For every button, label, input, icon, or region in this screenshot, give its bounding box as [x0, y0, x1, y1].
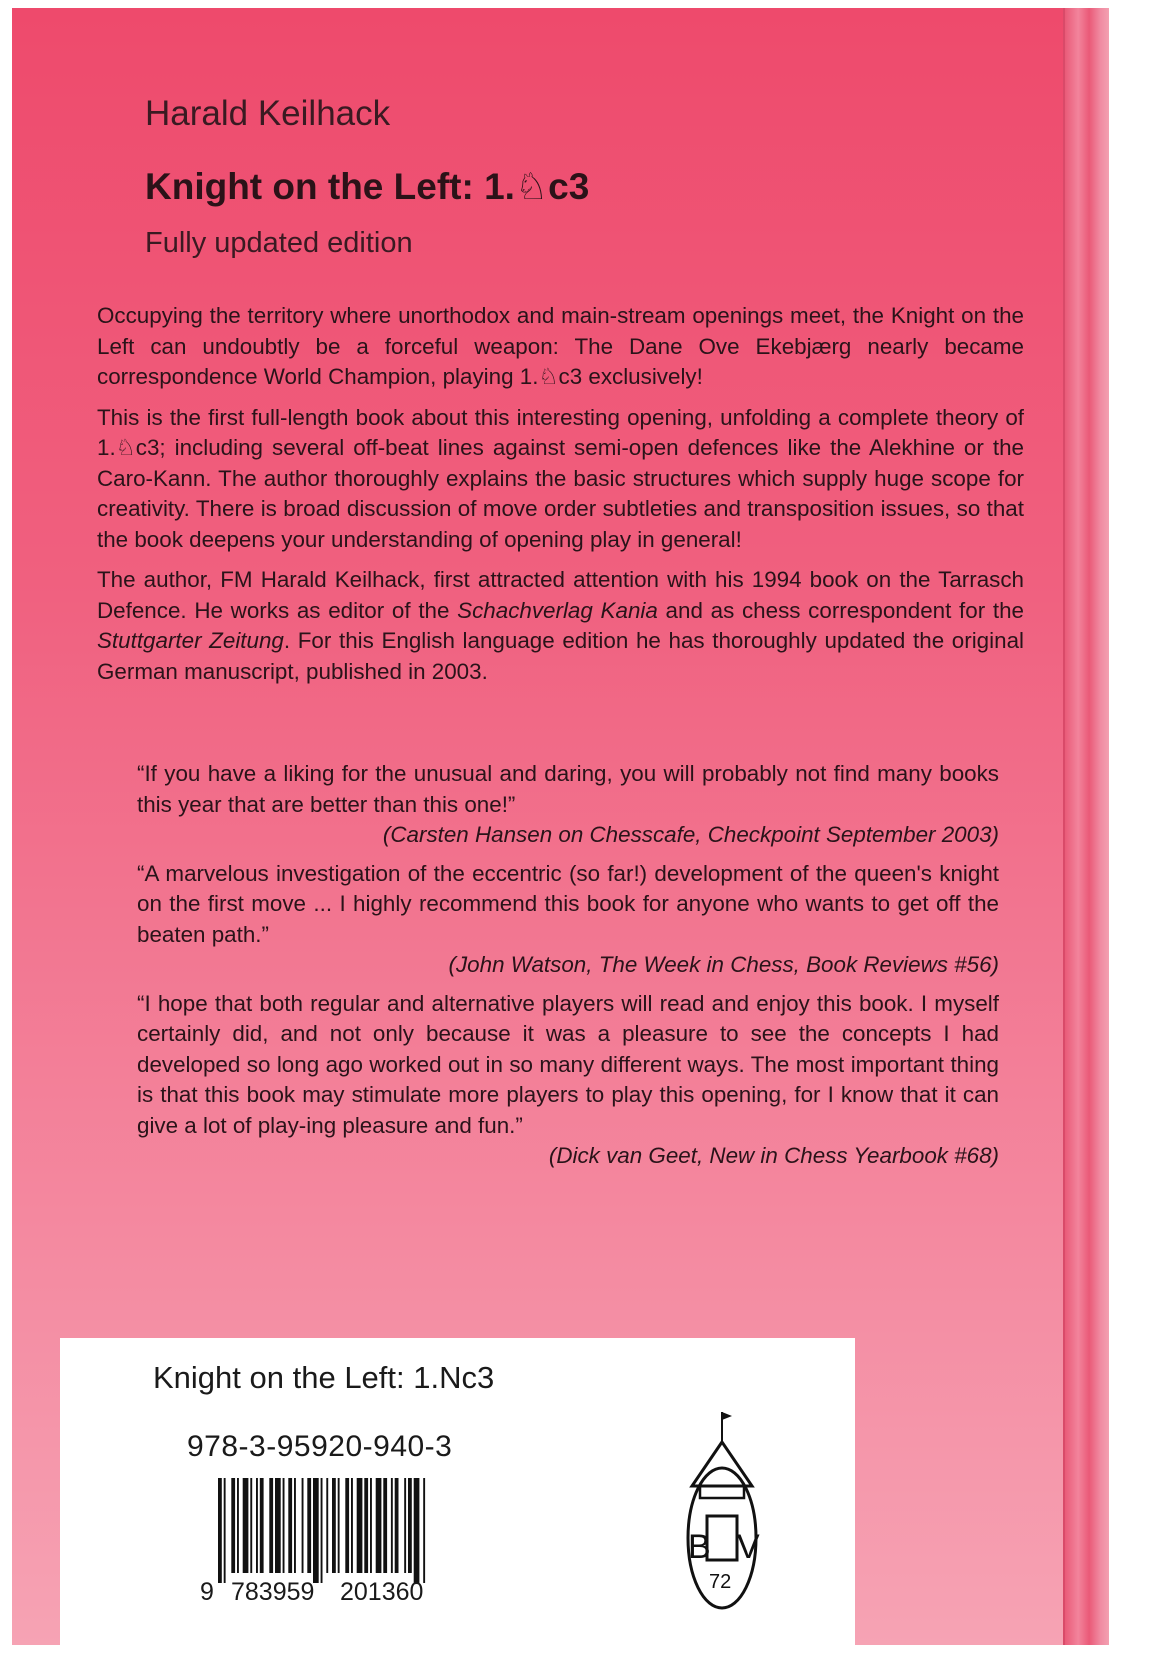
blurb-paragraph-3 [97, 565, 1024, 687]
quote-source: (John Watson, The Week in Chess, Book Reviews #56) [448, 952, 999, 977]
barcode-bar [302, 1478, 304, 1573]
title-suffix: c3 [548, 166, 590, 207]
barcode-digits-left: 783959 [231, 1578, 315, 1606]
p3-newspaper: Stuttgarter Zeitung [97, 628, 284, 653]
barcode-bar [275, 1478, 281, 1573]
barcode-bar [256, 1478, 258, 1573]
barcode-bar [370, 1478, 372, 1573]
sticker-title: Knight on the Left: 1.Nc3 [153, 1360, 495, 1395]
knight-icon: ♘ [514, 166, 549, 207]
barcode [218, 1478, 478, 1583]
quote-text: “I hope that both regular and alternative players will read and enjoy this book. I myself certainly did, and not only because it was a pleasure to see the concepts I had developed so long ago worked out in so many different ways. The most important thing is that this book may stimulate more players to play this opening, for I know that it can give a lot of play-ing pleasure and fun.” [137, 990, 999, 1138]
barcode-bar [345, 1478, 349, 1573]
blurb-paragraph-1: Occupying the territory where unorthodox and main-stream openings meet, the Knight on the Left can undoubtly be a forceful weapon: The Dane Ove Ekebjærg nearly became correspondence World Champion, playing 1.♘c3 exclusively! [97, 303, 1024, 389]
blurb-paragraph-2: This is the first full-length book about this interesting opening, unfolding a complete theory of 1.♘c3; including several off-beat lines against semi-open defences like the Alekhine or the Caro-Kann. The author thoroughly explains the basic structures which supply huge scope for creativity. There is broad discussion of move order subtleties and transposition issues, so that the book deepens your understanding of opening play in general! [97, 404, 1024, 552]
barcode-bar [338, 1478, 340, 1573]
barcode-bar [294, 1478, 296, 1573]
author-name: Harald Keilhack [145, 94, 391, 133]
barcode-bar [408, 1478, 412, 1573]
barcode-bar [237, 1478, 239, 1573]
p3-text-e: . For this English language edition he has thoroughly updated the original German manuscript, published in 2003. [97, 628, 1024, 684]
logo-letter-b: B [688, 1528, 711, 1566]
publisher-logo-icon [680, 1408, 780, 1618]
review-quotes [137, 759, 999, 1180]
barcode-bar [326, 1478, 328, 1573]
barcode-bar [423, 1478, 425, 1583]
barcode-bar [218, 1478, 222, 1583]
barcode-bar [269, 1478, 273, 1573]
barcode-bar [414, 1478, 420, 1583]
barcode-bar [288, 1478, 292, 1573]
barcode-bar [231, 1478, 235, 1573]
barcode-digit-first: 9 [200, 1578, 214, 1606]
isbn-sticker [60, 1338, 855, 1645]
barcode-bar [376, 1478, 382, 1573]
barcode-bar [243, 1478, 249, 1573]
review-quote-3 [137, 989, 999, 1172]
p3-text-c: and as chess correspondent for the [657, 597, 1025, 623]
blurb [97, 301, 1024, 697]
review-quote-1 [137, 759, 999, 851]
p3-text-a: The author, FM Harald Keilhack, first attracted attention with his 1994 book on the Tarrasch Defence. He works as editor of the [97, 567, 1024, 623]
title-prefix: Knight on the Left: 1. [145, 166, 515, 207]
barcode-bar [313, 1478, 319, 1583]
barcode-bar [250, 1478, 252, 1573]
logo-letter-v: V [737, 1528, 760, 1566]
barcode-bar [395, 1478, 399, 1573]
edition-subtitle: Fully updated edition [145, 227, 413, 259]
quote-text: “A marvelous investigation of the eccentric (so far!) development of the queen's knight on the first move ... I highly recommend this book for anyone who wants to get off the beaten path.” [137, 860, 999, 947]
quote-source: (Dick van Geet, New in Chess Yearbook #68) [548, 1143, 999, 1168]
barcode-bar [224, 1478, 226, 1583]
barcode-bar [260, 1478, 264, 1573]
barcode-bar [391, 1478, 393, 1573]
barcode-bar [351, 1478, 353, 1573]
barcode-bar [307, 1478, 311, 1573]
barcode-bar [357, 1478, 363, 1573]
barcode-digits-right: 201360 [340, 1578, 424, 1606]
barcode-bar [404, 1478, 406, 1573]
book-spine [1063, 8, 1109, 1645]
review-quote-2 [137, 859, 999, 981]
barcode-bar [321, 1478, 323, 1583]
barcode-bar [283, 1478, 285, 1573]
sticker-isbn: 978-3-95920-940-3 [187, 1430, 453, 1463]
quote-source: (Carsten Hansen on Chesscafe, Checkpoint September 2003) [382, 822, 999, 847]
book-title [145, 165, 589, 208]
quote-text: “If you have a liking for the unusual and daring, you will probably not find many books this year that are better than this one!” [137, 761, 999, 817]
logo-number: 72 [709, 1571, 732, 1593]
p3-publisher: Schachverlag Kania [457, 597, 658, 623]
barcode-bar [364, 1478, 368, 1573]
barcode-bar [383, 1478, 387, 1573]
barcode-bar [332, 1478, 336, 1573]
